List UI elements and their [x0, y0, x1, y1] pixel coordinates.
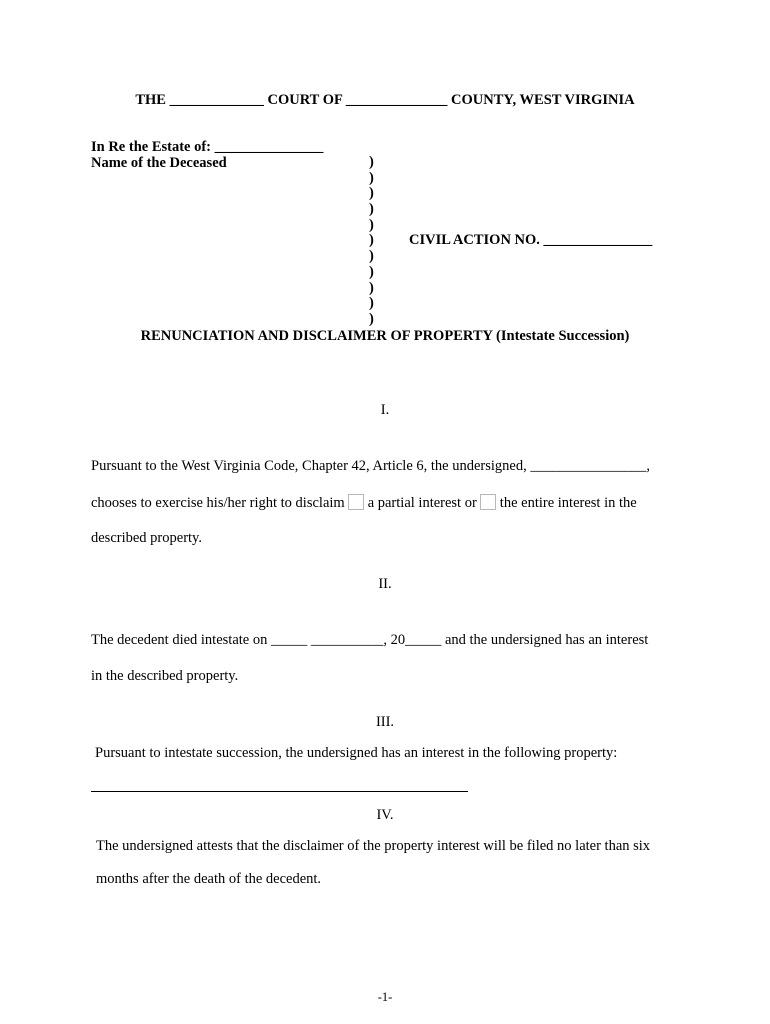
section-numeral-4: IV.: [376, 807, 394, 823]
deceased-name-label: Name of the Deceased: [91, 155, 227, 171]
caption-paren: ): [369, 185, 374, 202]
section-4-line-2: months after the death of the decedent.: [96, 871, 322, 887]
caption-paren: ): [369, 169, 374, 186]
section-numeral-1: I.: [380, 402, 390, 418]
section-2-line-2: in the described property.: [91, 668, 239, 684]
partial-interest-checkbox[interactable]: [348, 494, 364, 510]
property-blank-line: [91, 791, 468, 792]
estate-of-label: In Re the Estate of: _______________: [91, 139, 324, 155]
section-1-line-1: Pursuant to the West Virginia Code, Chapter 42, Article 6, the undersigned, ________________,: [91, 458, 650, 474]
caption-paren: ): [369, 248, 374, 265]
caption-paren: ): [369, 201, 374, 218]
caption-paren: ): [369, 263, 374, 280]
caption-paren: ): [369, 295, 374, 312]
partial-interest-label: a partial interest or: [367, 495, 477, 511]
caption-parentheses: [369, 155, 374, 328]
section-1-line-2: [91, 494, 637, 512]
section-3-line-1: Pursuant to intestate succession, the undersigned has an interest in the following property:: [95, 745, 618, 761]
section-numeral-3: III.: [375, 714, 395, 730]
caption-paren: ): [369, 216, 374, 233]
section-numeral-2: II.: [378, 576, 392, 592]
caption-paren: ): [369, 279, 374, 296]
caption-paren: ): [369, 310, 374, 327]
court-header: THE _____________ COURT OF ______________ COUNTY, WEST VIRGINIA: [135, 92, 635, 108]
disclaim-text: chooses to exercise his/her right to disclaim: [91, 495, 345, 511]
section-4-line-1: The undersigned attests that the disclaimer of the property interest will be filed no later than six: [96, 838, 651, 854]
caption-paren: ): [369, 232, 374, 249]
entire-interest-label: the entire interest in the: [499, 495, 637, 511]
section-2-line-1: The decedent died intestate on _____ __________, 20_____ and the undersigned has an interest: [91, 632, 649, 648]
document-title: RENUNCIATION AND DISCLAIMER OF PROPERTY (Intestate Succession): [140, 328, 630, 344]
section-1-line-3: described property.: [91, 530, 202, 546]
entire-interest-checkbox[interactable]: [480, 494, 496, 510]
civil-action-number: CIVIL ACTION NO. _______________: [409, 232, 653, 248]
page-number: -1-: [377, 990, 393, 1004]
caption-paren: ): [369, 154, 374, 170]
